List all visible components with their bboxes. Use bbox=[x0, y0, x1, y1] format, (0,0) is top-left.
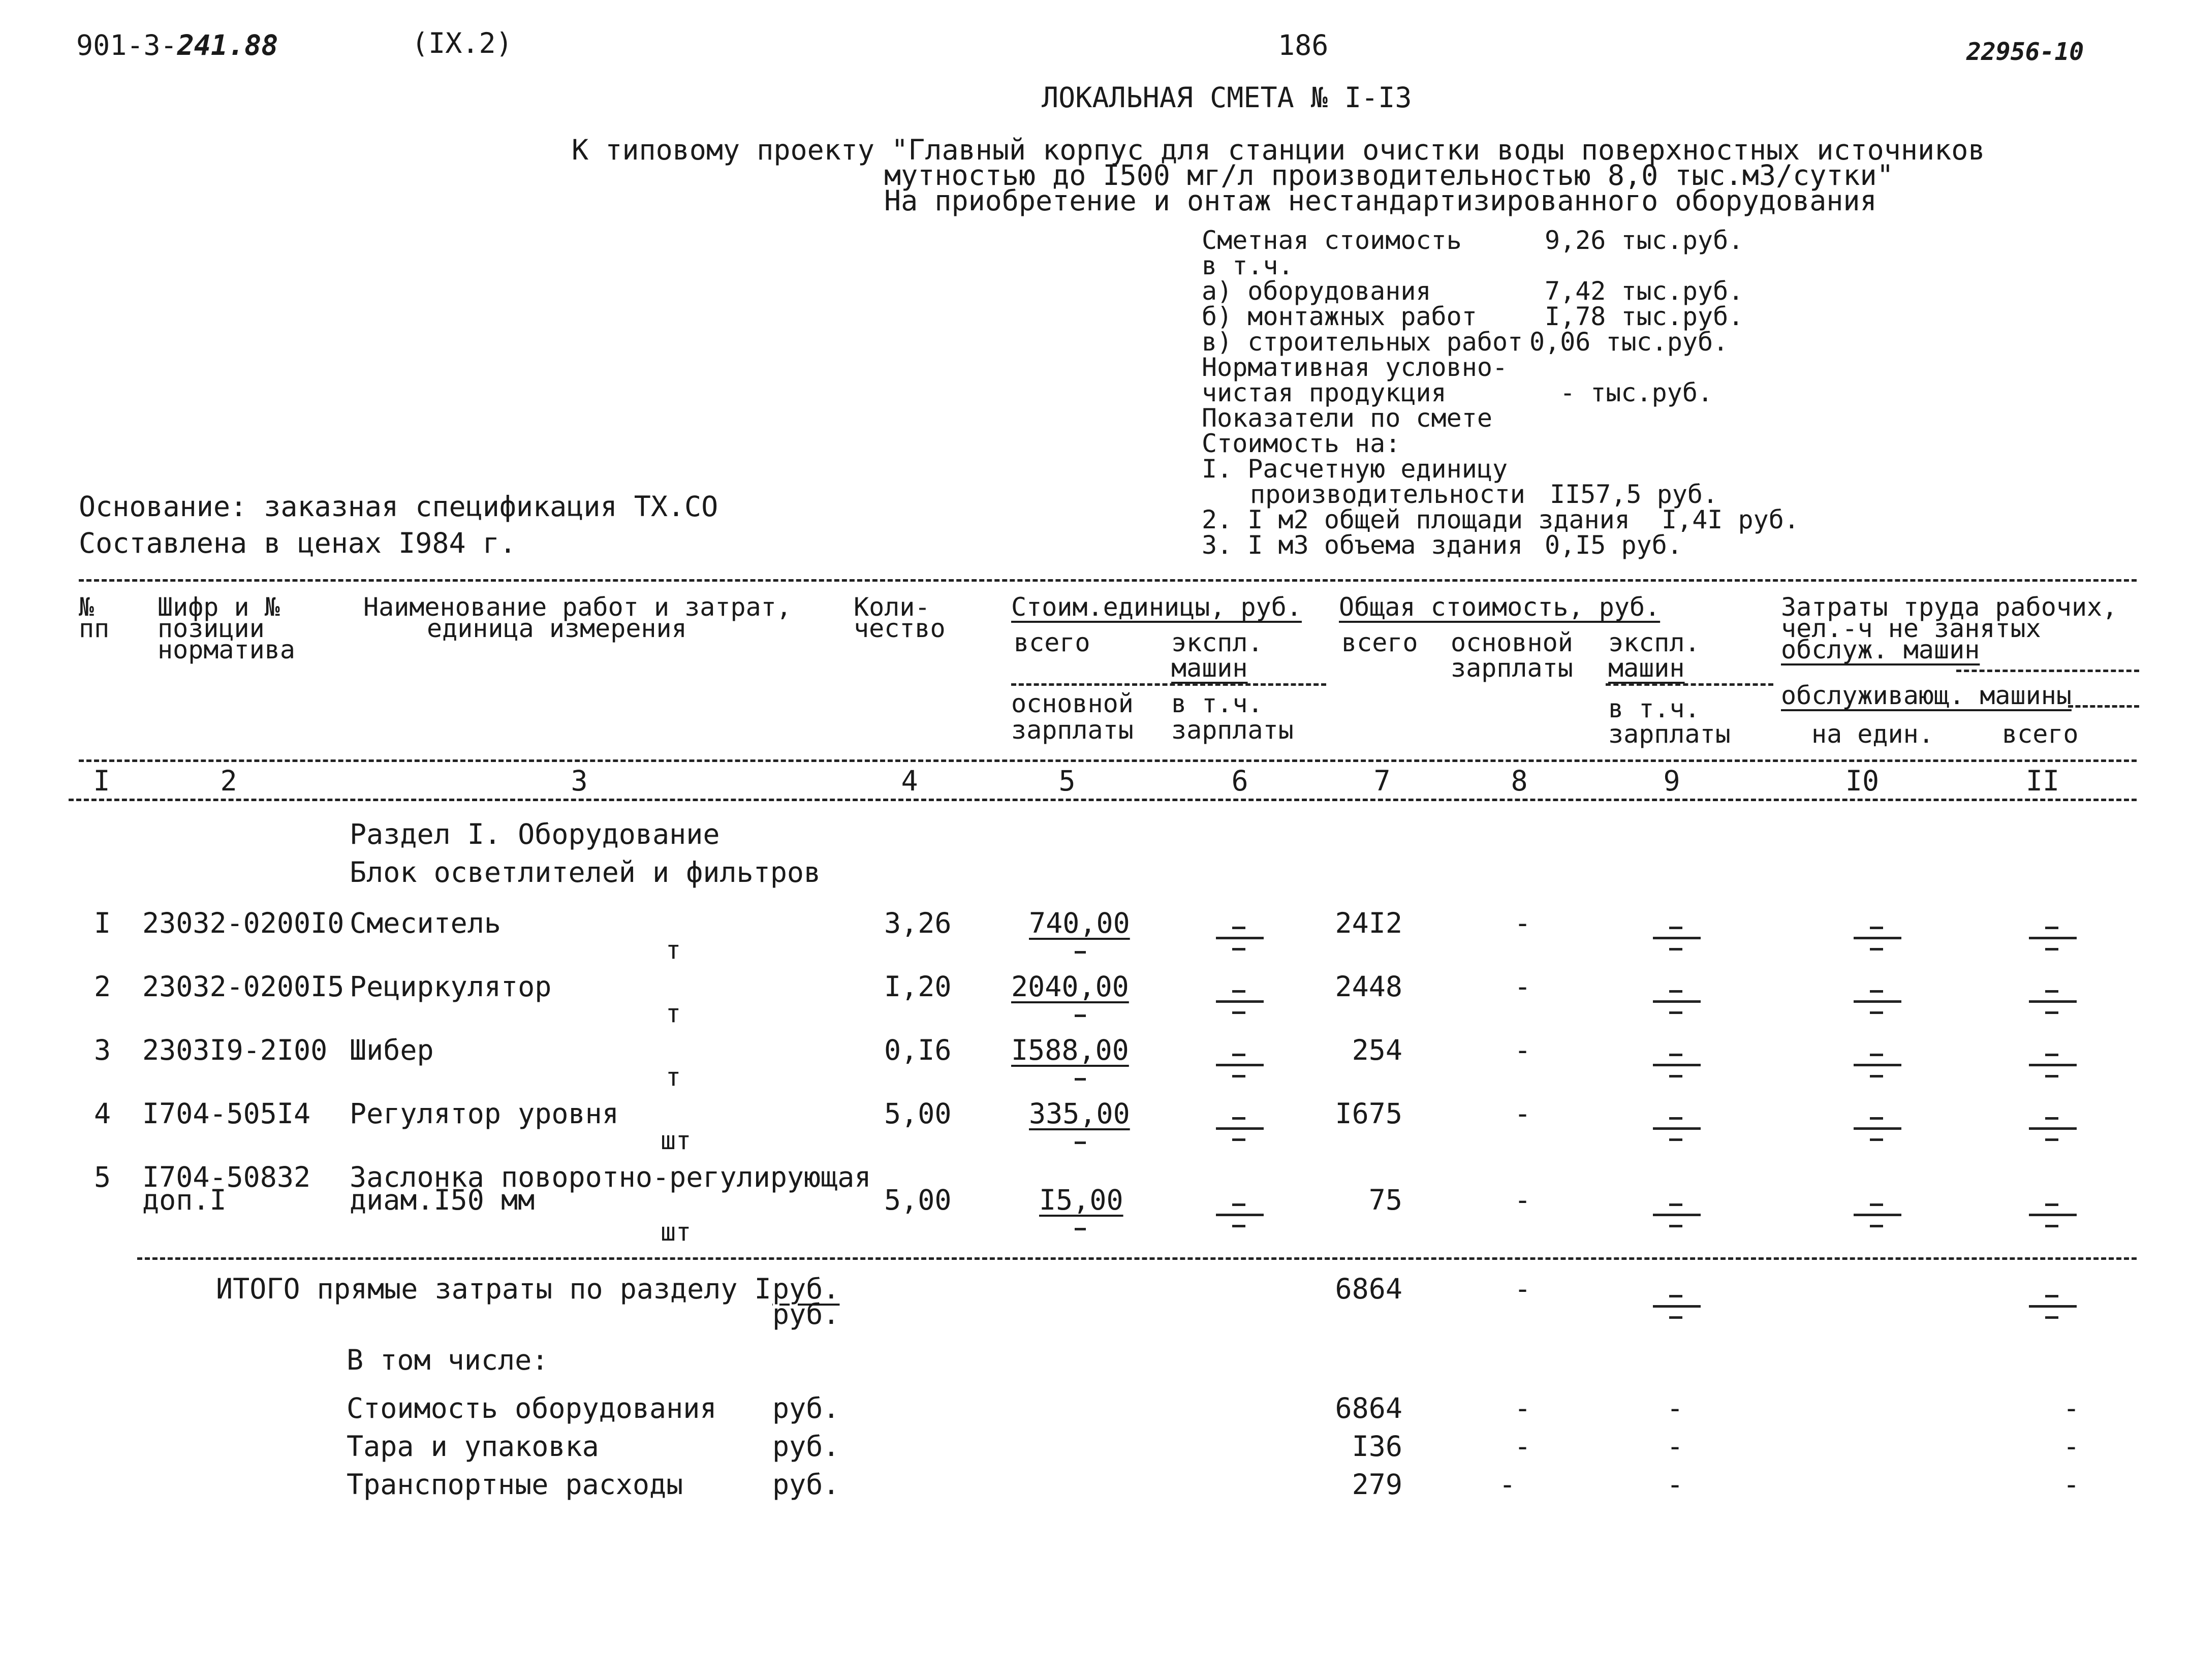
page-number: 186 bbox=[1278, 29, 1329, 61]
empty-fraction-mark bbox=[1649, 1047, 1705, 1082]
including-label: В том числе: bbox=[347, 1344, 549, 1376]
dash-mark bbox=[1075, 1228, 1086, 1230]
empty-fraction-mark bbox=[2025, 1047, 2081, 1082]
table-row: 3 2303I9-2I00 Шибер т 0,I6 I588,00 254 - bbox=[94, 1034, 1531, 1092]
empty-fraction-mark bbox=[2025, 1110, 2081, 1146]
total-line: Транспортные расходы руб. 279 - - - bbox=[347, 1468, 2080, 1501]
project-line-3: На приобретение и онтаж нестандартизированного оборудования bbox=[884, 184, 1877, 217]
basis-note: Основание: заказная спецификация ТХ.СО bbox=[79, 490, 718, 523]
header-bottom-rule bbox=[79, 759, 2137, 762]
empty-fraction-mark bbox=[1212, 1047, 1268, 1082]
inventory-number: 22956-10 bbox=[1966, 38, 2084, 66]
rows-bottom-rule bbox=[137, 1257, 2137, 1260]
subheader-rule bbox=[1011, 683, 1326, 686]
subheader-rule bbox=[1606, 683, 1773, 686]
dash-mark bbox=[1075, 1078, 1086, 1081]
page-title: ЛОКАЛЬНАЯ СМЕТА № I-I3 bbox=[1042, 81, 1412, 114]
empty-fraction-mark bbox=[1212, 1110, 1268, 1146]
empty-fraction-mark bbox=[2025, 920, 2081, 955]
empty-fraction-mark bbox=[1850, 1047, 1905, 1082]
empty-fraction-mark bbox=[1649, 1110, 1705, 1146]
total-line: Стоимость оборудования руб. 6864 - - - bbox=[347, 1392, 2080, 1424]
empty-fraction-mark bbox=[1212, 1196, 1268, 1232]
table-row: 2 23032-0200I5 Рециркулятор т I,20 2040,00 2448 - bbox=[94, 970, 1531, 1028]
subheader-rule bbox=[1956, 670, 2139, 672]
album-number: (IX.2) bbox=[412, 27, 513, 59]
empty-fraction-mark bbox=[1649, 1288, 1705, 1323]
document-code: 901-3-241.88 bbox=[76, 29, 278, 61]
project-line-2: мутностью до I500 мг/л производительностью 8,0 тыс.м3/сутки" bbox=[884, 159, 1894, 192]
empty-fraction-mark bbox=[1850, 1196, 1905, 1232]
empty-fraction-mark bbox=[1212, 920, 1268, 955]
numbers-bottom-rule bbox=[69, 799, 2137, 801]
table-row: 5 I704-50832 доп.I Заслонка поворотно-регулирующая диам.I50 мм шт 5,00 I5,00 75 - bbox=[94, 1161, 1531, 1247]
total-line: Тара и упаковка руб. I36 - - - bbox=[347, 1430, 2080, 1463]
empty-fraction-mark bbox=[1850, 983, 1905, 1019]
subheader-rule bbox=[2068, 705, 2139, 708]
empty-fraction-mark bbox=[1649, 983, 1705, 1019]
empty-fraction-mark bbox=[1850, 920, 1905, 955]
table-row: 4 I704-505I4 Регулятор уровня шт 5,00 335,00 I675 - bbox=[94, 1097, 1531, 1155]
section-title: Раздел I. Оборудование bbox=[350, 818, 720, 850]
price-base-note: Составлена в ценах I984 г. bbox=[79, 527, 516, 559]
empty-fraction-mark bbox=[2025, 1288, 2081, 1323]
dash-mark bbox=[1075, 1015, 1086, 1017]
table-top-rule bbox=[79, 579, 2137, 582]
dash-mark bbox=[1075, 1142, 1086, 1144]
table-row: I 23032-0200I0 Смеситель т 3,26 740,00 24I2 - bbox=[94, 907, 1531, 965]
block-title: Блок осветлителей и фильтров bbox=[350, 856, 821, 889]
project-line-1: К типовому проекту "Главный корпус для станции очистки воды поверхностных источников bbox=[572, 134, 1985, 166]
empty-fraction-mark bbox=[1212, 983, 1268, 1019]
empty-fraction-mark bbox=[1649, 1196, 1705, 1232]
empty-fraction-mark bbox=[1649, 920, 1705, 955]
empty-fraction-mark bbox=[1850, 1110, 1905, 1146]
empty-fraction-mark bbox=[2025, 1196, 2081, 1232]
dash-mark bbox=[1075, 951, 1086, 954]
empty-fraction-mark bbox=[2025, 983, 2081, 1019]
